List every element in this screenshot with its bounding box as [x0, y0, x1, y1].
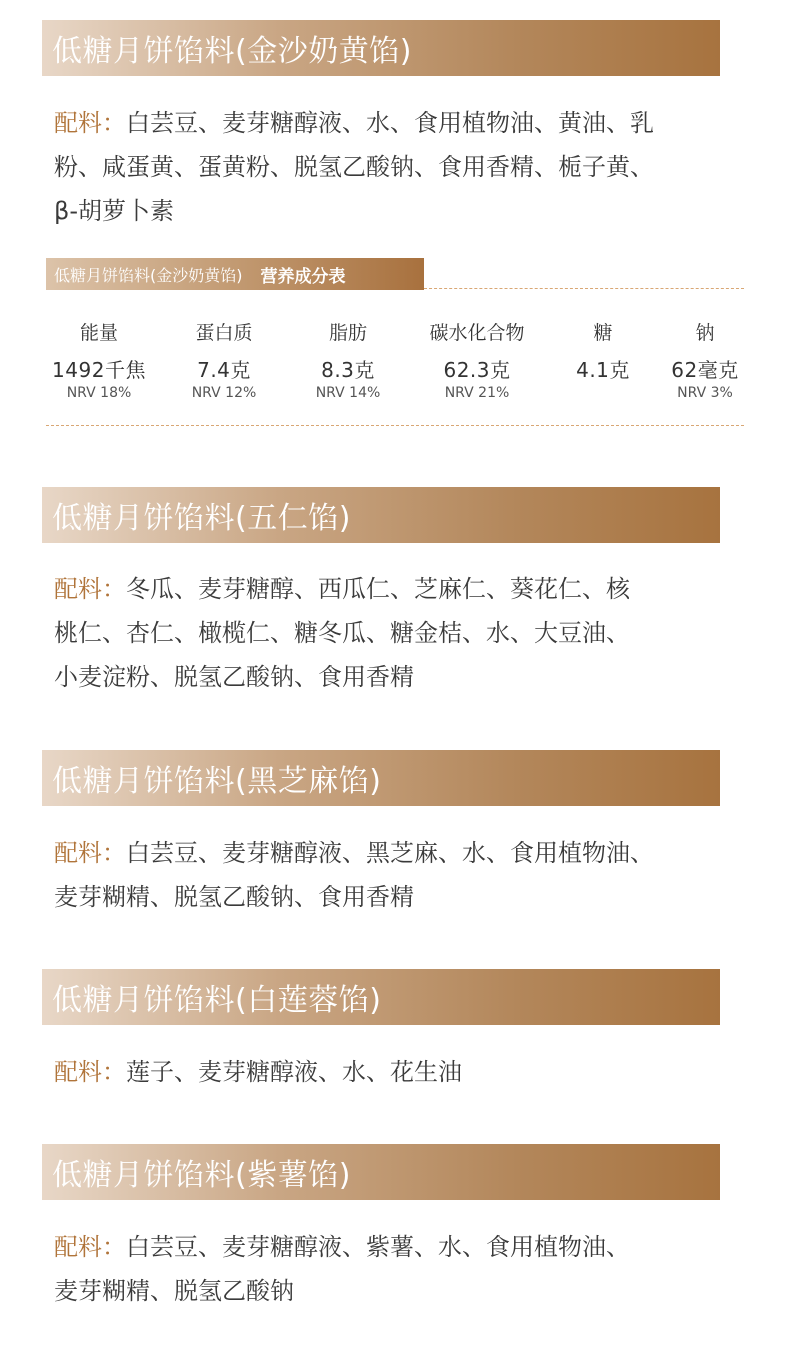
ingredients-line: 麦芽糊精、脱氢乙酸钠、食用香精: [54, 883, 414, 911]
ingredients-line: 配料：白芸豆、麦芽糖醇液、黑芝麻、水、食用植物油、: [54, 839, 654, 867]
nutrition-header: [46, 258, 424, 290]
ingredients-line: 粉、咸蛋黄、蛋黄粉、脱氢乙酸钠、食用香精、栀子黄、: [54, 153, 654, 181]
nutrient-fat: [283, 318, 413, 403]
section-header-black-sesame: [42, 750, 720, 806]
nutrient-name: 脂肪: [328, 322, 367, 344]
nutrient-name: 钠: [695, 322, 715, 344]
ingredients-line: 小麦淀粉、脱氢乙酸钠、食用香精: [54, 663, 414, 691]
ingredients-custard: [54, 101, 714, 233]
ingredients-line: 配料：冬瓜、麦芽糖醇、西瓜仁、芝麻仁、葵花仁、核: [54, 575, 630, 603]
nutrition-divider-bottom: [46, 425, 744, 426]
nutrient-nrv: NRV 21%: [444, 385, 510, 401]
ingredients-label: 配料：: [54, 839, 126, 867]
section-title: 低糖月饼馅料(黑芝麻馅): [52, 764, 382, 799]
ingredients-line: 桃仁、杏仁、橄榄仁、糖冬瓜、糖金桔、水、大豆油、: [54, 619, 630, 647]
ingredients-line: 配料：白芸豆、麦芽糖醇液、水、食用植物油、黄油、乳: [54, 109, 654, 137]
nutrient-name: 糖: [593, 322, 613, 344]
ingredients-line: 配料：莲子、麦芽糖醇液、水、花生油: [54, 1058, 462, 1086]
nutrient-value: 4.1克: [576, 358, 630, 382]
nutrient-nrv: NRV 12%: [191, 385, 257, 401]
section-header-lotus-paste: [42, 969, 720, 1025]
nutrient-name: 蛋白质: [195, 322, 253, 344]
nutrient-protein: [159, 318, 289, 403]
nutrient-carbohydrate: [412, 318, 542, 403]
ingredients-black-sesame: [54, 831, 714, 919]
nutrient-value: 62毫克: [671, 358, 739, 382]
nutrient-value: 8.3克: [321, 358, 375, 382]
nutrient-nrv: NRV 18%: [66, 385, 132, 401]
section-title: 低糖月饼馅料(紫薯馅): [52, 1158, 351, 1193]
nutrition-divider-top: [424, 288, 744, 289]
section-header-five-nut: [42, 487, 720, 543]
ingredients-purple-potato: [54, 1225, 714, 1313]
ingredients-label: 配料：: [54, 109, 126, 137]
nutrient-name: 能量: [79, 322, 118, 344]
nutrient-name: 碳水化合物: [429, 322, 525, 344]
ingredients-lotus-paste: [54, 1050, 714, 1094]
nutrient-value: 62.3克: [443, 358, 511, 382]
nutrient-nrv: NRV 14%: [315, 385, 381, 401]
nutrient-energy: [34, 318, 164, 403]
ingredients-label: 配料：: [54, 575, 126, 603]
ingredients-line: 麦芽糊精、脱氢乙酸钠: [54, 1277, 294, 1305]
nutrient-value: 7.4克: [197, 358, 251, 382]
section-header-custard: [42, 20, 720, 76]
nutrient-value: 1492千焦: [52, 358, 146, 382]
nutrient-sodium: [640, 318, 770, 403]
ingredients-label: 配料：: [54, 1233, 126, 1261]
ingredients-line: 配料：白芸豆、麦芽糖醇液、紫薯、水、食用植物油、: [54, 1233, 630, 1261]
ingredients-five-nut: [54, 567, 714, 699]
section-title: 低糖月饼馅料(金沙奶黄馅): [52, 34, 412, 69]
nutrition-product-name: 低糖月饼馅料(金沙奶黄馅): [54, 265, 243, 285]
section-title: 低糖月饼馅料(五仁馅): [52, 501, 351, 536]
ingredients-label: 配料：: [54, 1058, 126, 1086]
nutrient-nrv: NRV 3%: [677, 385, 733, 401]
section-title: 低糖月饼馅料(白莲蓉馅): [52, 983, 382, 1018]
ingredients-line: β-胡萝卜素: [54, 197, 174, 225]
section-header-purple-potato: [42, 1144, 720, 1200]
nutrition-title: 营养成分表: [260, 266, 346, 287]
